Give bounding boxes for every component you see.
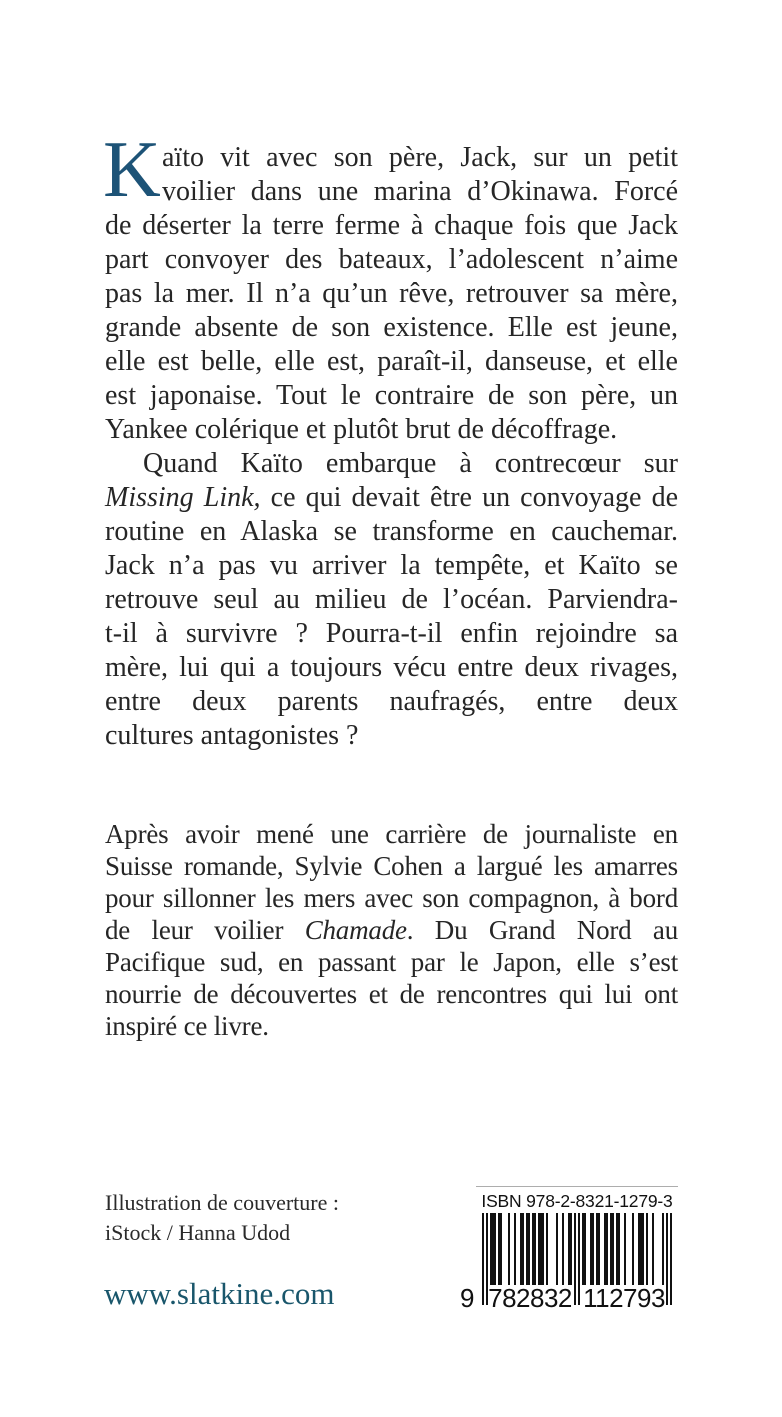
- text-line: elle est belle, elle est, paraît-il, danseuse, et elle: [105, 346, 678, 377]
- text-line: Suisse romande, Sylvie Cohen a largué les amarres: [105, 851, 678, 881]
- text-line: voilier dans une marina d’Okinawa. Forcé: [162, 176, 678, 207]
- credit-line-2: iStock / Hanna Udod: [105, 1220, 291, 1245]
- text-line: de déserter la terre ferme à chaque fois que Jack: [105, 210, 678, 241]
- text-line: Missing Link, ce qui devait être un convoyage de: [105, 482, 678, 513]
- text-line: Quand Kaïto embarque à contrecœur sur: [143, 448, 678, 479]
- barcode-digit-lead: 9: [460, 1283, 474, 1313]
- barcode-digits-right: 112793: [583, 1283, 665, 1313]
- text-line: Jack n’a pas vu arriver la tempête, et Kaïto se: [105, 550, 678, 581]
- barcode-digits-left: 782832: [488, 1283, 572, 1313]
- publisher-website: www.slatkine.com: [104, 1276, 335, 1311]
- isbn-label: ISBN 978-2-8321-1279-3: [481, 1191, 673, 1211]
- text-line: nourrie de découvertes et de rencontres qui lui ont: [105, 979, 678, 1009]
- text-line: entre deux parents naufragés, entre deux: [105, 686, 678, 717]
- text-line: retrouve seul au milieu de l’océan. Parviendra-: [105, 584, 678, 615]
- text-line: grande absente de son existence. Elle est jeune,: [105, 312, 678, 343]
- text-line: part convoyer des bateaux, l’adolescent n’aime: [105, 244, 678, 275]
- text-line: inspiré ce livre.: [105, 1011, 269, 1041]
- text-line: mère, lui qui a toujours vécu entre deux rivages,: [105, 652, 678, 683]
- text-line: pas la mer. Il n’a qu’un rêve, retrouver sa mère,: [105, 278, 678, 309]
- text-line: de leur voilier Chamade. Du Grand Nord au: [105, 915, 678, 945]
- text-line: est japonaise. Tout le contraire de son père, un: [105, 380, 678, 411]
- text-line: Yankee colérique et plutôt brut de décoffrage.: [105, 414, 618, 445]
- text-line: cultures antagonistes ?: [105, 720, 359, 751]
- text-line: routine en Alaska se transforme en cauchemar.: [105, 516, 678, 547]
- isbn-barcode: [460, 1185, 673, 1320]
- text-line: aïto vit avec son père, Jack, sur un petit: [162, 142, 678, 173]
- synopsis: [103, 126, 678, 753]
- text-line: Pacifique sud, en passant par le Japon, elle s’est: [105, 947, 678, 977]
- author-bio: [105, 818, 678, 1042]
- barcode-top-rule: [476, 1186, 678, 1187]
- text-line: pour sillonner les mers avec son compagnon, à bord: [105, 883, 678, 913]
- dropcap-letter: K: [103, 126, 161, 214]
- synopsis-paragraph-2: [105, 447, 678, 753]
- text-line: t-il à survivre ? Pourra-t-il enfin rejoindre sa: [105, 618, 678, 649]
- text-line: Après avoir mené une carrière de journaliste en: [105, 819, 678, 849]
- credit-line-1: Illustration de couverture :: [105, 1190, 339, 1215]
- synopsis-paragraph-1: [103, 126, 678, 447]
- cover-illustration-credit: [105, 1188, 339, 1248]
